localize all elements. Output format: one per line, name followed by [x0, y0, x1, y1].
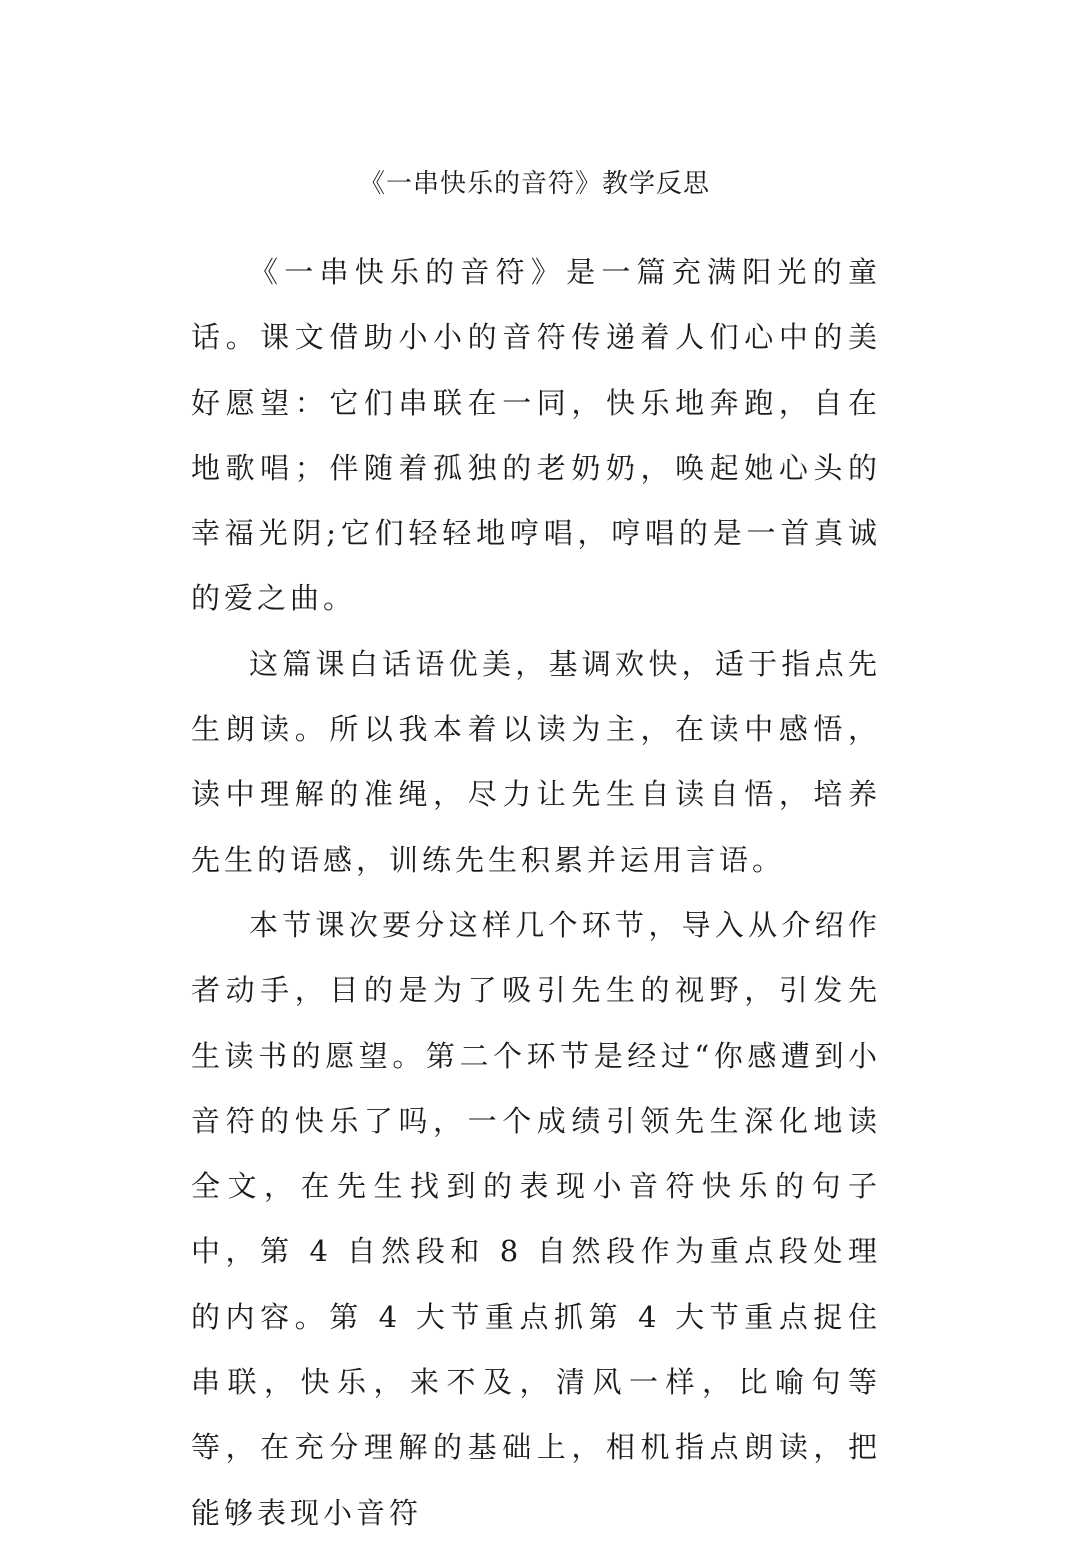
document-body	[191, 240, 881, 1546]
paragraph: 《一串快乐的音符》是一篇充满阳光的童话。课文借助小小的音符传递着人们心中的美好愿望：它们串联在一同，快乐地奔跑，自在地歌唱；伴随着孤独的老奶奶，唤起她心头的幸福光阴;它们轻轻地哼唱，哼唱的是一首真诚的爱之曲。	[191, 255, 881, 616]
document-title: 《一串快乐的音符》教学反思	[358, 169, 710, 199]
paragraph: 本节课次要分这样几个环节，导入从介绍作者动手，目的是为了吸引先生的视野，引发先生读书的愿望。第二个环节是经过“你感遭到小音符的快乐了吗，一个成绩引领先生深化地读全文，在先生找到的表现小音符快乐的句子中，第 4 自然段和 8 自然段作为重点段处理的内容。第 4 大节重点抓第 4 大节重点捉住串联，快乐，来不及，清风一样，比喻句等等，在充分理解的基础上，相机指点朗读，把能够表现小音符	[191, 907, 881, 1530]
paragraph: 这篇课白话语优美，基调欢快，适于指点先生朗读。所以我本着以读为主，在读中感悟，读中理解的准绳，尽力让先生自读自悟，培养先生的语感，训练先生积累并运用言语。	[191, 646, 881, 877]
